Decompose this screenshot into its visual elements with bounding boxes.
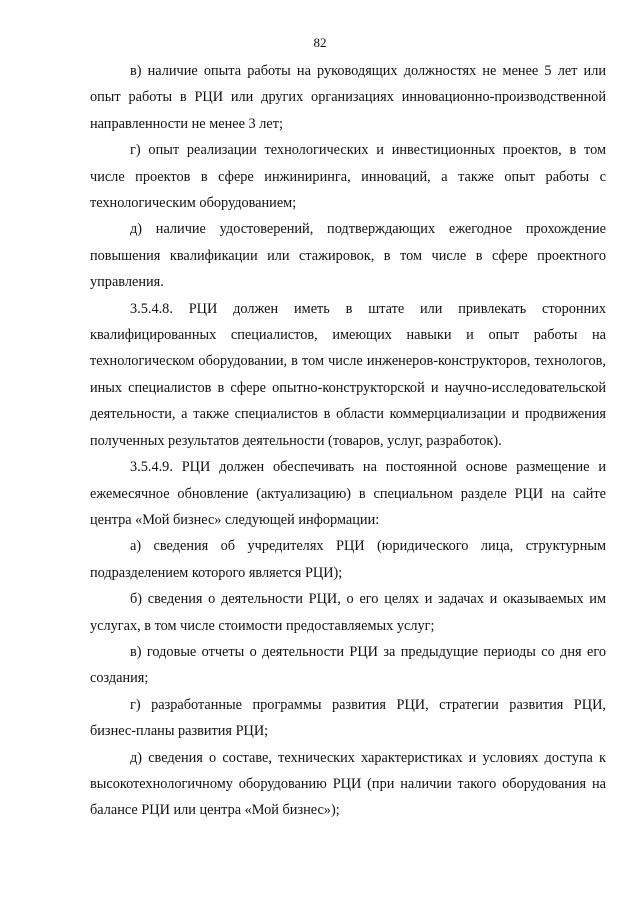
paragraph-project-experience: г) опыт реализации технологических и инвестиционных проектов, в том числе проектов в сфере инжиниринга, инноваций, а также опыт работы с технологическим оборудованием; bbox=[90, 142, 606, 212]
paragraph-activity-info: б) сведения о деятельности РЦИ, о его целях и задачах и оказываемых им услугах, в том числе стоимости предоставляемых услуг; bbox=[90, 591, 606, 634]
paragraph-founders-info: а) сведения об учредителях РЦИ (юридического лица, структурным подразделением которого является РЦИ); bbox=[90, 538, 606, 581]
document-body bbox=[90, 58, 606, 824]
paragraph-experience: в) наличие опыта работы на руководящих должностях не менее 5 лет или опыт работы в РЦИ или других организациях инновационно-производственной направленности не менее 3 лет; bbox=[90, 63, 606, 132]
paragraph-3-5-4-8: 3.5.4.8. РЦИ должен иметь в штате или привлекать сторонних квалифицированных специалистов, имеющих навыки и опыт работы на технологическом оборудовании, в том числе инженеров-конструкторов, технологов, иных специалистов в сфере опытно-конструкторской и научно-исследовательской деятельности, а также специалистов в области коммерциализации и продвижения полученных результатов деятельности (товаров, услуг, разработок). bbox=[90, 300, 606, 449]
paragraph-equipment-info: д) сведения о составе, технических характеристиках и условиях доступа к высокотехнологичному оборудованию РЦИ (при наличии такого оборудования на балансе РЦИ или центра «Мой бизнес»); bbox=[90, 749, 606, 819]
paragraph-certificates: д) наличие удостоверений, подтверждающих ежегодное прохождение повышения квалификации или стажировок, в том числе в сфере проектного управления. bbox=[90, 221, 606, 291]
paragraph-annual-reports: в) годовые отчеты о деятельности РЦИ за предыдущие периоды со дня его создания; bbox=[90, 643, 606, 687]
paragraph-development-programs: г) разработанные программы развития РЦИ, стратегии развития РЦИ, бизнес-планы развития РЦИ; bbox=[90, 696, 606, 740]
page-number: 82 bbox=[313, 35, 327, 50]
paragraph-3-5-4-9: 3.5.4.9. РЦИ должен обеспечивать на постоянной основе размещение и ежемесячное обновление (актуализацию) в специальном разделе РЦИ на сайте центра «Мой бизнес» следующей информации: bbox=[90, 459, 606, 528]
